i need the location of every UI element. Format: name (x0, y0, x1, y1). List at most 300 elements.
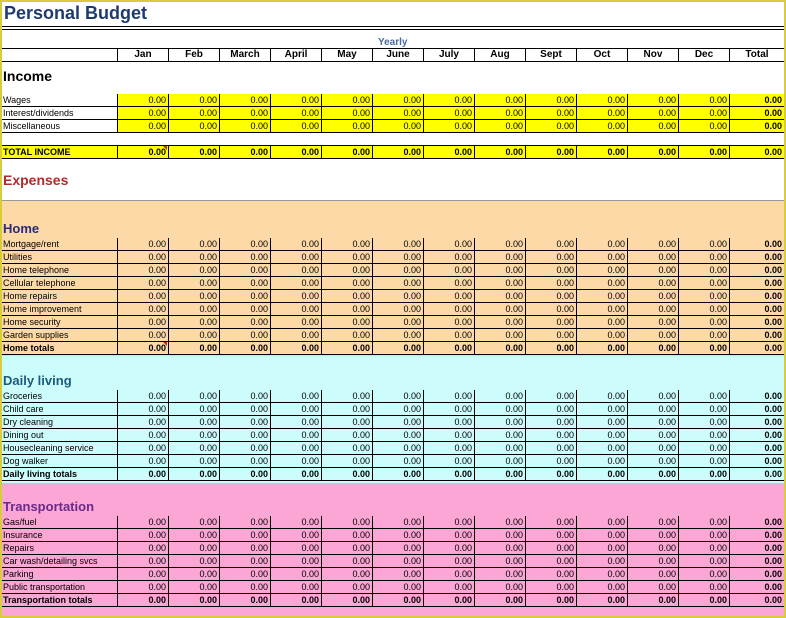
value-cell[interactable]: 0.00 (219, 316, 270, 328)
value-cell[interactable]: 0.00 (168, 251, 219, 263)
value-cell[interactable]: 0.00 (423, 455, 474, 467)
value-cell[interactable]: 0.00 (117, 403, 168, 415)
value-cell[interactable]: 0.00 (372, 316, 423, 328)
row-total-cell[interactable]: 0.00 (729, 442, 784, 454)
value-cell[interactable]: 0.00 (423, 542, 474, 554)
value-cell[interactable]: 0.00 (525, 529, 576, 541)
value-cell[interactable]: 0.00 (219, 568, 270, 580)
value-cell[interactable]: 0.00 (321, 264, 372, 276)
value-cell[interactable]: 0.00 (270, 251, 321, 263)
value-cell[interactable]: 0.00 (423, 146, 474, 158)
value-cell[interactable]: 0.00 (627, 107, 678, 119)
daily-row-0[interactable] (2, 390, 784, 403)
value-cell[interactable]: 0.00 (219, 303, 270, 315)
value-cell[interactable]: 0.00 (576, 146, 627, 158)
value-cell[interactable]: 0.00 (627, 581, 678, 593)
value-cell[interactable]: 0.00 (117, 555, 168, 567)
row-total-cell[interactable]: 0.00 (729, 529, 784, 541)
value-cell[interactable]: 0.00 (627, 146, 678, 158)
value-cell[interactable]: 0.00 (423, 264, 474, 276)
value-cell[interactable]: 0.00 (321, 251, 372, 263)
value-cell[interactable]: 0.00 (117, 429, 168, 441)
home-row-4[interactable] (2, 290, 784, 303)
value-cell[interactable]: 0.00 (576, 416, 627, 428)
value-cell[interactable]: 0.00 (576, 555, 627, 567)
value-cell[interactable]: 0.00 (423, 303, 474, 315)
value-cell[interactable]: 0.00 (321, 120, 372, 132)
value-cell[interactable]: 0.00 (321, 342, 372, 354)
value-cell[interactable]: 0.00 (219, 251, 270, 263)
value-cell[interactable]: 0.00 (678, 529, 729, 541)
home-row-6[interactable] (2, 316, 784, 329)
value-cell[interactable]: 0.00 (525, 94, 576, 106)
row-total-cell[interactable]: 0.00 (729, 238, 784, 250)
value-cell[interactable]: 0.00 (270, 94, 321, 106)
value-cell[interactable]: 0.00 (219, 594, 270, 606)
home-row-7[interactable] (2, 329, 784, 342)
value-cell[interactable]: 0.00 (627, 568, 678, 580)
value-cell[interactable]: 0.00 (168, 429, 219, 441)
value-cell[interactable]: 0.00 (168, 120, 219, 132)
value-cell[interactable]: 0.00 (627, 542, 678, 554)
value-cell[interactable]: 0.00 (525, 303, 576, 315)
value-cell[interactable]: 0.00 (474, 290, 525, 302)
value-cell[interactable]: 0.00 (168, 290, 219, 302)
value-cell[interactable]: 0.00 (474, 251, 525, 263)
value-cell[interactable]: 0.00 (270, 542, 321, 554)
value-cell[interactable]: 0.00 (576, 94, 627, 106)
value-cell[interactable]: 0.00 (678, 594, 729, 606)
value-cell[interactable]: 0.00 (117, 516, 168, 528)
transport-row-0[interactable] (2, 516, 784, 529)
value-cell[interactable]: 0.00 (525, 251, 576, 263)
value-cell[interactable]: 0.00 (474, 516, 525, 528)
value-cell[interactable]: 0.00 (168, 277, 219, 289)
value-cell[interactable]: 0.00 (219, 516, 270, 528)
value-cell[interactable]: 0.00 (525, 555, 576, 567)
value-cell[interactable]: 0.00 (423, 390, 474, 402)
value-cell[interactable]: 0.00 (168, 303, 219, 315)
value-cell[interactable]: 0.00 (474, 264, 525, 276)
value-cell[interactable]: 0.00 (321, 542, 372, 554)
value-cell[interactable]: 0.00 (423, 94, 474, 106)
row-total-cell[interactable]: 0.00 (729, 107, 784, 119)
row-total-cell[interactable]: 0.00 (729, 594, 784, 606)
value-cell[interactable]: 0.00 (372, 468, 423, 480)
value-cell[interactable]: 0.00 (372, 455, 423, 467)
transport-row-4[interactable] (2, 568, 784, 581)
value-cell[interactable]: 0.00 (270, 107, 321, 119)
value-cell[interactable]: 0.00 (678, 238, 729, 250)
value-cell[interactable]: 0.00 (423, 555, 474, 567)
value-cell[interactable]: 0.00 (627, 442, 678, 454)
value-cell[interactable]: 0.00 (117, 303, 168, 315)
value-cell[interactable]: 0.00 (423, 594, 474, 606)
row-total-cell[interactable]: 0.00 (729, 555, 784, 567)
value-cell[interactable]: 0.00 (474, 555, 525, 567)
value-cell[interactable]: 0.00 (576, 442, 627, 454)
value-cell[interactable]: 0.00 (474, 429, 525, 441)
home-row-1[interactable] (2, 251, 784, 264)
value-cell[interactable]: 0.00 (219, 390, 270, 402)
value-cell[interactable]: 0.00 (117, 329, 168, 341)
value-cell[interactable]: 0.00 (474, 342, 525, 354)
value-cell[interactable]: 0.00 (525, 516, 576, 528)
value-cell[interactable]: 0.00 (270, 316, 321, 328)
value-cell[interactable]: 0.00 (678, 516, 729, 528)
value-cell[interactable]: 0.00 (219, 555, 270, 567)
value-cell[interactable]: 0.00 (270, 429, 321, 441)
value-cell[interactable]: 0.00 (627, 264, 678, 276)
value-cell[interactable]: 0.00 (525, 120, 576, 132)
value-cell[interactable]: 0.00 (219, 403, 270, 415)
value-cell[interactable]: 0.00 (372, 329, 423, 341)
daily-row-3[interactable] (2, 429, 784, 442)
value-cell[interactable]: 0.00 (117, 316, 168, 328)
value-cell[interactable]: 0.00 (474, 277, 525, 289)
value-cell[interactable]: 0.00 (117, 342, 168, 354)
value-cell[interactable]: 0.00 (168, 403, 219, 415)
value-cell[interactable]: 0.00 (678, 107, 729, 119)
row-total-cell[interactable]: 0.00 (729, 516, 784, 528)
value-cell[interactable]: 0.00 (270, 468, 321, 480)
value-cell[interactable]: 0.00 (423, 107, 474, 119)
value-cell[interactable]: 0.00 (270, 277, 321, 289)
value-cell[interactable]: 0.00 (423, 581, 474, 593)
value-cell[interactable]: 0.00 (117, 416, 168, 428)
value-cell[interactable]: 0.00 (168, 329, 219, 341)
value-cell[interactable]: 0.00 (168, 390, 219, 402)
value-cell[interactable]: 0.00 (372, 555, 423, 567)
value-cell[interactable]: 0.00 (270, 516, 321, 528)
value-cell[interactable]: 0.00 (168, 529, 219, 541)
value-cell[interactable]: 0.00 (117, 238, 168, 250)
value-cell[interactable]: 0.00 (627, 303, 678, 315)
value-cell[interactable]: 0.00 (474, 416, 525, 428)
value-cell[interactable]: 0.00 (474, 581, 525, 593)
value-cell[interactable]: 0.00 (270, 390, 321, 402)
row-total-cell[interactable]: 0.00 (729, 390, 784, 402)
value-cell[interactable]: 0.00 (678, 329, 729, 341)
value-cell[interactable]: 0.00 (372, 238, 423, 250)
value-cell[interactable]: 0.00 (423, 120, 474, 132)
value-cell[interactable]: 0.00 (117, 290, 168, 302)
value-cell[interactable]: 0.00 (321, 390, 372, 402)
value-cell[interactable]: 0.00 (576, 594, 627, 606)
value-cell[interactable]: 0.00 (627, 290, 678, 302)
value-cell[interactable]: 0.00 (372, 277, 423, 289)
value-cell[interactable]: 0.00 (372, 146, 423, 158)
value-cell[interactable]: 0.00 (576, 238, 627, 250)
value-cell[interactable]: 0.00 (678, 277, 729, 289)
value-cell[interactable]: 0.00 (678, 429, 729, 441)
value-cell[interactable]: 0.00 (474, 94, 525, 106)
value-cell[interactable]: 0.00 (525, 455, 576, 467)
value-cell[interactable]: 0.00 (525, 329, 576, 341)
value-cell[interactable]: 0.00 (678, 442, 729, 454)
income-row-1[interactable] (2, 107, 784, 120)
value-cell[interactable]: 0.00 (525, 290, 576, 302)
row-total-cell[interactable]: 0.00 (729, 290, 784, 302)
value-cell[interactable]: 0.00 (678, 303, 729, 315)
value-cell[interactable]: 0.00 (525, 238, 576, 250)
value-cell[interactable]: 0.00 (372, 429, 423, 441)
value-cell[interactable]: 0.00 (270, 581, 321, 593)
comment-marker-icon[interactable] (163, 342, 167, 346)
value-cell[interactable]: 0.00 (525, 542, 576, 554)
value-cell[interactable]: 0.00 (372, 568, 423, 580)
value-cell[interactable]: 0.00 (525, 277, 576, 289)
value-cell[interactable]: 0.00 (576, 107, 627, 119)
value-cell[interactable]: 0.00 (270, 555, 321, 567)
value-cell[interactable]: 0.00 (219, 342, 270, 354)
transport-row-3[interactable] (2, 555, 784, 568)
value-cell[interactable]: 0.00 (168, 342, 219, 354)
value-cell[interactable]: 0.00 (219, 107, 270, 119)
row-total-cell[interactable]: 0.00 (729, 342, 784, 354)
daily-row-4[interactable] (2, 442, 784, 455)
total-income-row[interactable] (2, 146, 784, 159)
value-cell[interactable]: 0.00 (372, 107, 423, 119)
daily-row-1[interactable] (2, 403, 784, 416)
value-cell[interactable]: 0.00 (678, 251, 729, 263)
value-cell[interactable]: 0.00 (576, 403, 627, 415)
value-cell[interactable]: 0.00 (168, 594, 219, 606)
value-cell[interactable]: 0.00 (372, 416, 423, 428)
value-cell[interactable]: 0.00 (678, 342, 729, 354)
row-total-cell[interactable]: 0.00 (729, 455, 784, 467)
value-cell[interactable]: 0.00 (219, 442, 270, 454)
value-cell[interactable]: 0.00 (678, 581, 729, 593)
value-cell[interactable]: 0.00 (321, 529, 372, 541)
value-cell[interactable]: 0.00 (525, 316, 576, 328)
value-cell[interactable]: 0.00 (474, 568, 525, 580)
value-cell[interactable]: 0.00 (576, 264, 627, 276)
value-cell[interactable]: 0.00 (525, 429, 576, 441)
row-total-cell[interactable]: 0.00 (729, 303, 784, 315)
value-cell[interactable]: 0.00 (168, 442, 219, 454)
transport-row-5[interactable] (2, 581, 784, 594)
value-cell[interactable]: 0.00 (219, 416, 270, 428)
value-cell[interactable]: 0.00 (372, 303, 423, 315)
value-cell[interactable]: 0.00 (474, 146, 525, 158)
value-cell[interactable]: 0.00 (474, 594, 525, 606)
row-total-cell[interactable]: 0.00 (729, 403, 784, 415)
value-cell[interactable]: 0.00 (678, 264, 729, 276)
value-cell[interactable]: 0.00 (117, 107, 168, 119)
value-cell[interactable]: 0.00 (372, 442, 423, 454)
value-cell[interactable]: 0.00 (678, 468, 729, 480)
value-cell[interactable]: 0.00 (372, 542, 423, 554)
value-cell[interactable]: 0.00 (117, 146, 168, 158)
value-cell[interactable]: 0.00 (627, 277, 678, 289)
value-cell[interactable]: 0.00 (627, 455, 678, 467)
value-cell[interactable]: 0.00 (321, 568, 372, 580)
daily-row-2[interactable] (2, 416, 784, 429)
value-cell[interactable]: 0.00 (474, 542, 525, 554)
value-cell[interactable]: 0.00 (423, 290, 474, 302)
row-total-cell[interactable]: 0.00 (729, 568, 784, 580)
value-cell[interactable]: 0.00 (423, 568, 474, 580)
value-cell[interactable]: 0.00 (423, 516, 474, 528)
row-total-cell[interactable]: 0.00 (729, 264, 784, 276)
value-cell[interactable]: 0.00 (525, 594, 576, 606)
row-total-cell[interactable]: 0.00 (729, 429, 784, 441)
value-cell[interactable]: 0.00 (270, 594, 321, 606)
value-cell[interactable]: 0.00 (423, 277, 474, 289)
value-cell[interactable]: 0.00 (372, 403, 423, 415)
value-cell[interactable]: 0.00 (372, 290, 423, 302)
comment-marker-icon[interactable] (163, 146, 167, 150)
value-cell[interactable]: 0.00 (474, 120, 525, 132)
value-cell[interactable]: 0.00 (321, 442, 372, 454)
value-cell[interactable]: 0.00 (576, 516, 627, 528)
value-cell[interactable]: 0.00 (678, 94, 729, 106)
value-cell[interactable]: 0.00 (423, 429, 474, 441)
value-cell[interactable]: 0.00 (321, 429, 372, 441)
value-cell[interactable]: 0.00 (474, 303, 525, 315)
value-cell[interactable]: 0.00 (474, 390, 525, 402)
value-cell[interactable]: 0.00 (678, 120, 729, 132)
value-cell[interactable]: 0.00 (117, 94, 168, 106)
income-row-0[interactable] (2, 94, 784, 107)
income-row-2[interactable] (2, 120, 784, 133)
row-total-cell[interactable]: 0.00 (729, 468, 784, 480)
value-cell[interactable]: 0.00 (423, 238, 474, 250)
value-cell[interactable]: 0.00 (168, 516, 219, 528)
value-cell[interactable]: 0.00 (321, 416, 372, 428)
value-cell[interactable]: 0.00 (474, 329, 525, 341)
value-cell[interactable]: 0.00 (474, 529, 525, 541)
value-cell[interactable]: 0.00 (168, 455, 219, 467)
daily-row-5[interactable] (2, 455, 784, 468)
value-cell[interactable]: 0.00 (219, 146, 270, 158)
value-cell[interactable]: 0.00 (117, 120, 168, 132)
home-row-0[interactable] (2, 238, 784, 251)
value-cell[interactable]: 0.00 (576, 290, 627, 302)
value-cell[interactable]: 0.00 (627, 390, 678, 402)
value-cell[interactable]: 0.00 (270, 303, 321, 315)
value-cell[interactable]: 0.00 (525, 468, 576, 480)
value-cell[interactable]: 0.00 (168, 238, 219, 250)
row-total-cell[interactable]: 0.00 (729, 316, 784, 328)
value-cell[interactable]: 0.00 (270, 455, 321, 467)
value-cell[interactable]: 0.00 (372, 342, 423, 354)
row-total-cell[interactable]: 0.00 (729, 94, 784, 106)
value-cell[interactable]: 0.00 (576, 529, 627, 541)
value-cell[interactable]: 0.00 (372, 516, 423, 528)
value-cell[interactable]: 0.00 (423, 442, 474, 454)
value-cell[interactable]: 0.00 (423, 468, 474, 480)
value-cell[interactable]: 0.00 (627, 468, 678, 480)
value-cell[interactable]: 0.00 (576, 455, 627, 467)
value-cell[interactable]: 0.00 (270, 442, 321, 454)
value-cell[interactable]: 0.00 (576, 303, 627, 315)
value-cell[interactable]: 0.00 (168, 94, 219, 106)
row-total-cell[interactable]: 0.00 (729, 581, 784, 593)
value-cell[interactable]: 0.00 (270, 416, 321, 428)
value-cell[interactable]: 0.00 (321, 290, 372, 302)
value-cell[interactable]: 0.00 (576, 429, 627, 441)
value-cell[interactable]: 0.00 (219, 120, 270, 132)
value-cell[interactable]: 0.00 (270, 329, 321, 341)
value-cell[interactable]: 0.00 (678, 146, 729, 158)
value-cell[interactable]: 0.00 (372, 94, 423, 106)
value-cell[interactable]: 0.00 (474, 403, 525, 415)
value-cell[interactable]: 0.00 (576, 329, 627, 341)
row-total-cell[interactable]: 0.00 (729, 146, 784, 158)
value-cell[interactable]: 0.00 (627, 403, 678, 415)
value-cell[interactable]: 0.00 (423, 403, 474, 415)
value-cell[interactable]: 0.00 (678, 555, 729, 567)
value-cell[interactable]: 0.00 (321, 238, 372, 250)
value-cell[interactable]: 0.00 (627, 594, 678, 606)
value-cell[interactable]: 0.00 (270, 568, 321, 580)
value-cell[interactable]: 0.00 (270, 238, 321, 250)
value-cell[interactable]: 0.00 (219, 238, 270, 250)
value-cell[interactable]: 0.00 (474, 468, 525, 480)
value-cell[interactable]: 0.00 (576, 468, 627, 480)
value-cell[interactable]: 0.00 (627, 329, 678, 341)
value-cell[interactable]: 0.00 (423, 529, 474, 541)
value-cell[interactable]: 0.00 (117, 455, 168, 467)
home-row-5[interactable] (2, 303, 784, 316)
value-cell[interactable]: 0.00 (576, 342, 627, 354)
value-cell[interactable]: 0.00 (321, 146, 372, 158)
row-total-cell[interactable]: 0.00 (729, 329, 784, 341)
value-cell[interactable]: 0.00 (576, 581, 627, 593)
value-cell[interactable]: 0.00 (627, 342, 678, 354)
home-row-2[interactable] (2, 264, 784, 277)
transport-row-2[interactable] (2, 542, 784, 555)
home-row-3[interactable] (2, 277, 784, 290)
value-cell[interactable]: 0.00 (474, 238, 525, 250)
value-cell[interactable]: 0.00 (525, 264, 576, 276)
value-cell[interactable]: 0.00 (678, 455, 729, 467)
row-total-cell[interactable]: 0.00 (729, 120, 784, 132)
value-cell[interactable]: 0.00 (219, 468, 270, 480)
value-cell[interactable]: 0.00 (321, 329, 372, 341)
value-cell[interactable]: 0.00 (423, 342, 474, 354)
value-cell[interactable]: 0.00 (117, 442, 168, 454)
value-cell[interactable]: 0.00 (270, 290, 321, 302)
value-cell[interactable]: 0.00 (117, 594, 168, 606)
value-cell[interactable]: 0.00 (678, 290, 729, 302)
value-cell[interactable]: 0.00 (372, 390, 423, 402)
value-cell[interactable]: 0.00 (219, 581, 270, 593)
value-cell[interactable]: 0.00 (168, 107, 219, 119)
home-totals-row[interactable] (2, 342, 784, 355)
value-cell[interactable]: 0.00 (627, 529, 678, 541)
value-cell[interactable]: 0.00 (423, 251, 474, 263)
daily-totals-row[interactable] (2, 468, 784, 481)
value-cell[interactable]: 0.00 (678, 416, 729, 428)
value-cell[interactable]: 0.00 (270, 264, 321, 276)
value-cell[interactable]: 0.00 (627, 516, 678, 528)
value-cell[interactable]: 0.00 (219, 542, 270, 554)
value-cell[interactable]: 0.00 (117, 581, 168, 593)
value-cell[interactable]: 0.00 (678, 390, 729, 402)
value-cell[interactable]: 0.00 (627, 238, 678, 250)
value-cell[interactable]: 0.00 (525, 403, 576, 415)
value-cell[interactable]: 0.00 (219, 277, 270, 289)
value-cell[interactable]: 0.00 (117, 529, 168, 541)
value-cell[interactable]: 0.00 (678, 542, 729, 554)
value-cell[interactable]: 0.00 (627, 94, 678, 106)
value-cell[interactable]: 0.00 (372, 594, 423, 606)
value-cell[interactable]: 0.00 (219, 94, 270, 106)
value-cell[interactable]: 0.00 (372, 264, 423, 276)
